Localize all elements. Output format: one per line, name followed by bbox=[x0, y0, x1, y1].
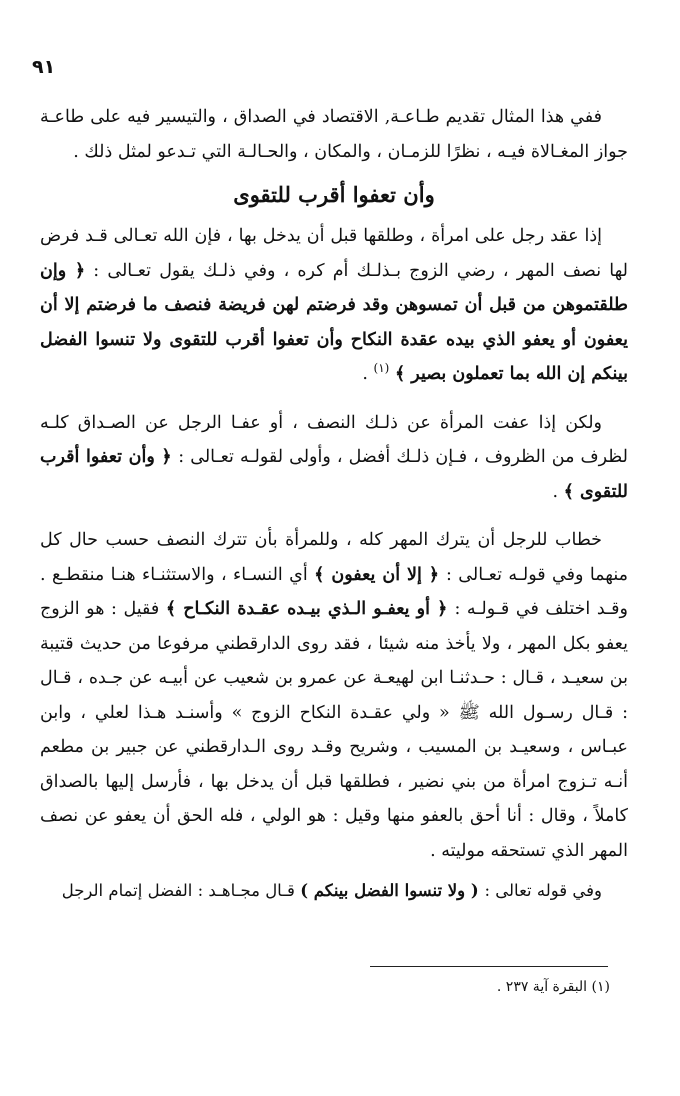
quran-verse-3: ﴿ إلا أن يعفون ﴾ bbox=[314, 564, 446, 585]
page-body bbox=[40, 100, 628, 906]
paragraph-3-end: . bbox=[552, 481, 564, 502]
paragraph-5 bbox=[40, 876, 628, 906]
paragraph-4 bbox=[40, 523, 628, 868]
intro-paragraph bbox=[40, 100, 628, 169]
page-number: ٩١ bbox=[32, 56, 56, 78]
footnote: (١) البقرة آية ٢٣٧ . bbox=[496, 979, 610, 995]
paragraph-3-text: ولكن إذا عفت المرأة عن ذلـك النصف ، أو عفـا الرجل عن الصـداق كلـه لظرف من الظروف ، فـإن ذلـك أفضل ، وأولى لقولـه تعـالى : bbox=[40, 412, 628, 467]
paragraph-2 bbox=[40, 219, 628, 392]
paragraph-5-text-1: وفي قوله تعالى : bbox=[484, 881, 602, 900]
quran-verse-1: ﴿ وإن طلقتموهن من قبل أن تمسوهن وقد فرضتم لهن فريضة فنصف ما فرضتم إلا أن يعفون أو يعفو الذي بيده عقدة النكاح وأن تعفوا أقرب للتقوى ولا تنسوا الفضل بينكم إن الله بما تعملون بصير ﴾ bbox=[40, 260, 628, 384]
intro-line-3: ذلك . bbox=[73, 141, 113, 162]
paragraph-2-text: إذا عقد رجل على امرأة ، وطلقها قبل أن يدخل بها ، فإن الله تعـالى قـد فرض لها نصف المهر ، رضي الزوج بـذلـك أم كره ، وفي ذلـك يقول تعـالى : bbox=[40, 226, 628, 281]
intro-line-1: ففي هذا المثال تقديم طـاعـة, الاقتصاد في الصداق ، والتيسير فيه على bbox=[90, 107, 602, 127]
paragraph-5-text-2: قـال مجـاهـد : الفضل إتمام الرجل bbox=[61, 881, 301, 900]
quran-verse-2: ﴿ وأن تعفوا أقرب للتقوى ﴾ bbox=[40, 447, 628, 502]
quran-verse-5: ( ولا تنسوا الفضل بينكم ) bbox=[300, 881, 485, 900]
paragraph-4-text-1: خطاب للرجل أن يترك المهر كله ، وللمرأة بأن تترك النصف حسب حال كل منهما وفي قولـه تعـالى : bbox=[40, 530, 628, 585]
footnote-divider bbox=[370, 966, 608, 967]
paragraph-4-text-3: فقيل : هو الزوج يعفو بكل المهر ، ولا يأخذ منه شيئا ، فقد روى الدارقطني مرفوعا من حديث قتيبة بن سعيـد ، قـال : حـدثنـا ابن لهيعـة عن عمرو بن شعيب عن أبيـه عن جـده ، قـال : قـال رسـول الله ﷺ « ولي عقـدة النكاح الزوج » وأسنـد هـذا لعلي ، وابن عبـاس ، وسعيـد بن المسيب ، وشريح وقـد روى الـدارقطني عن جبير بن مطعم أنـه تـزوج امرأة من بني نضير ، فطلقها قبل أن يدخل بها ، فأرسل إليها بالصداق كاملاً ، وقال : أنا أحق بالعفو منها وقيل : هو الولي ، فله الحق أن يعفو عن نصف المهر الذي تستحقه موليته . bbox=[40, 599, 628, 861]
intro-line-2: طاعـة جواز المغـالاة فيـه ، نظرًا للزمـان ، والمكان ، والحـالـة التي تـدعو لمثل bbox=[40, 107, 628, 162]
section-heading: وأن تعفوا أقرب للتقوى bbox=[233, 182, 435, 207]
footnote-ref: (١) bbox=[373, 361, 390, 376]
paragraph-3 bbox=[40, 406, 628, 510]
quran-verse-4: ﴿ أو يعفـو الـذي بيـده عقـدة النكـاح ﴾ bbox=[165, 599, 455, 619]
paragraph-4-text-2: أي النسـاء ، والاستثنـاء هنـا منقطـع . وقـد اختلف في قـولـه : bbox=[40, 564, 628, 619]
paragraph-2-end: . bbox=[362, 364, 374, 384]
